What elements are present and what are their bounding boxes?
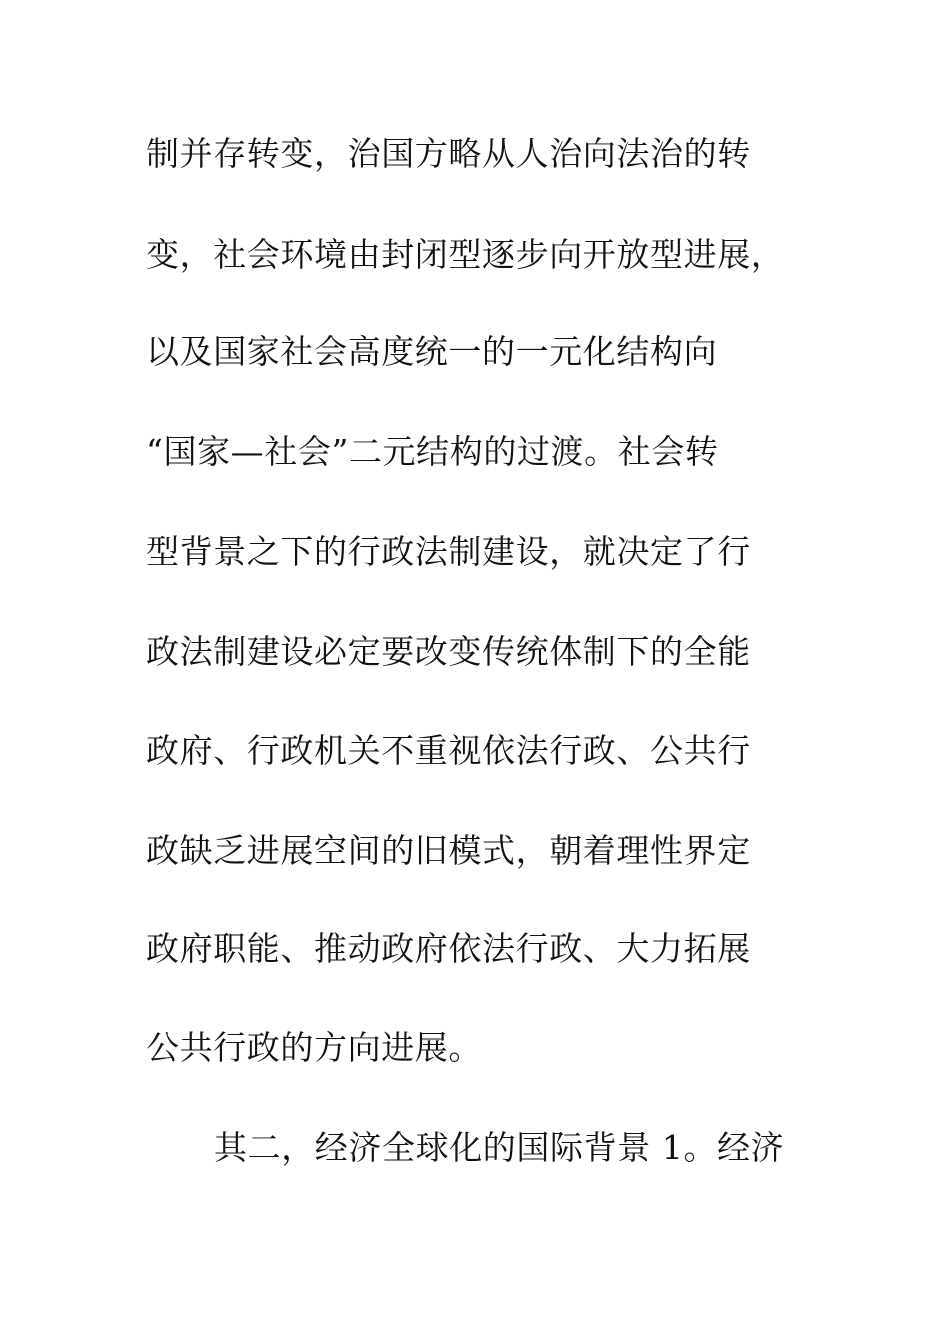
paragraph-line: 政府、行政机关不重视依法行政、公共行 — [146, 731, 751, 770]
paragraph-line: 公共行政的方向进展。 — [146, 1028, 482, 1067]
paragraph-line: 政府职能、推动政府依法行政、大力拓展 — [146, 929, 751, 968]
paragraph-line: 政法制建设必定要改变传统体制下的全能 — [146, 632, 751, 671]
paragraph-line: 变，社会环境由封闭型逐步向开放型进展， — [146, 235, 785, 274]
paragraph-line: 制并存转变，治国方略从人治向法治的转 — [146, 134, 751, 173]
paragraph-line: 政缺乏进展空间的旧模式，朝着理性界定 — [146, 831, 751, 870]
paragraph-line: 型背景之下的行政法制建设，就决定了行 — [146, 532, 751, 571]
paragraph-line: 以及国家社会高度统一的一元化结构向 — [146, 332, 718, 371]
paragraph-line: “国家—社会”二元结构的过渡。社会转 — [146, 432, 719, 471]
paragraph-first-line: 其二，经济全球化的国际背景 1。经济 — [214, 1128, 785, 1167]
